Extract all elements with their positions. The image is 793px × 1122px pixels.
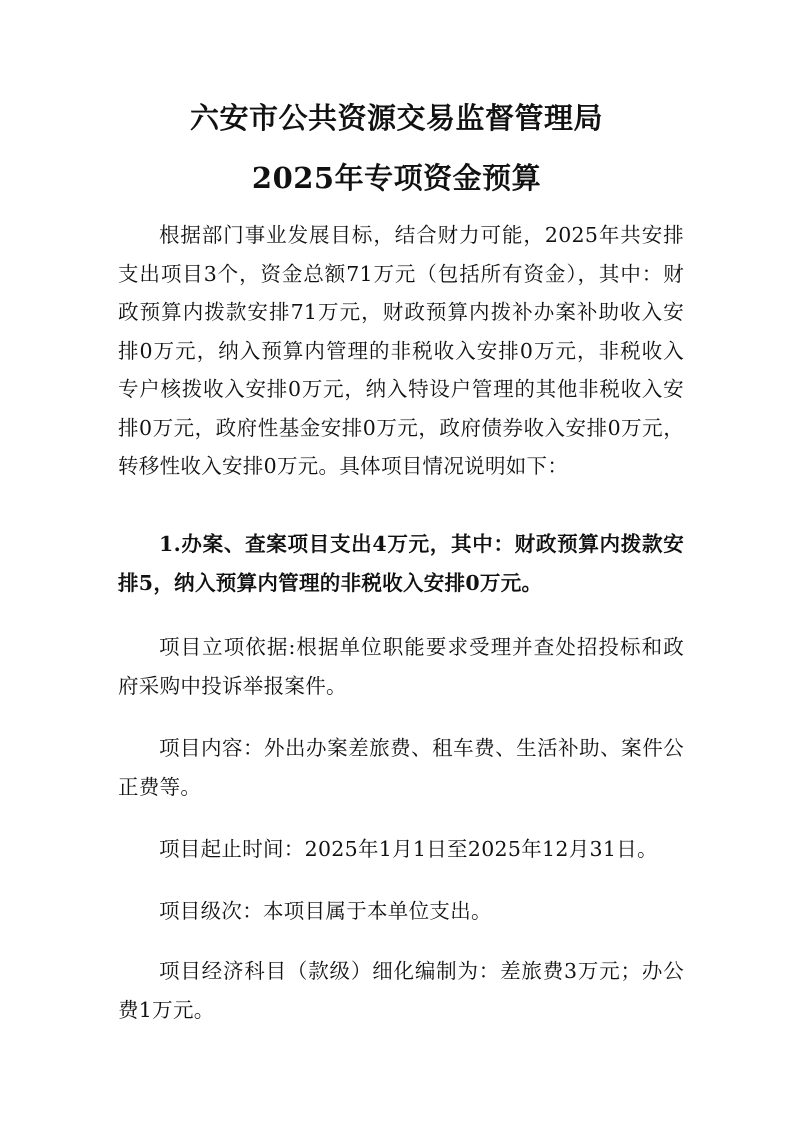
item1-basis-paragraph: 项目立项依据:根据单位职能要求受理并查处招投标和政府采购中投诉举报案件。: [118, 635, 684, 698]
intro-paragraph: 根据部门事业发展目标，结合财力可能，2025年共安排支出项目3个，资金总额71万元（包括所有资金），其中：财政预算内拨款安排71万元，财政预算内拨补办案补助收入安排0万元，纳入预算内管理的非税收入安排0万元，非税收入专户核拨收入安排0万元，纳入特设户管理的其他非税收入安排0万元，政府性基金安排0万元，政府债券收入安排0万元，转移性收入安排0万元。具体项目情况说明如下：: [118, 223, 684, 478]
item1-level-paragraph: 项目级次：本项目属于本单位支出。: [159, 899, 492, 923]
document-title-line2: 2025年专项资金预算: [251, 161, 542, 195]
item1-heading: 1.办案、查案项目支出4万元，其中：财政预算内拨款安排5，纳入预算内管理的非税收入安排0万元。: [118, 532, 684, 595]
item1-time-paragraph: 项目起止时间：2025年1月1日至2025年12月31日。: [159, 837, 658, 861]
item1-content-paragraph: 项目内容：外出办案差旅费、租车费、生活补助、案件公正费等。: [118, 736, 684, 799]
item1-economic-paragraph: 项目经济科目（款级）细化编制为：差旅费3万元；办公费1万元。: [118, 959, 684, 1022]
document-title-line1: 六安市公共资源交易监督管理局: [189, 101, 603, 135]
